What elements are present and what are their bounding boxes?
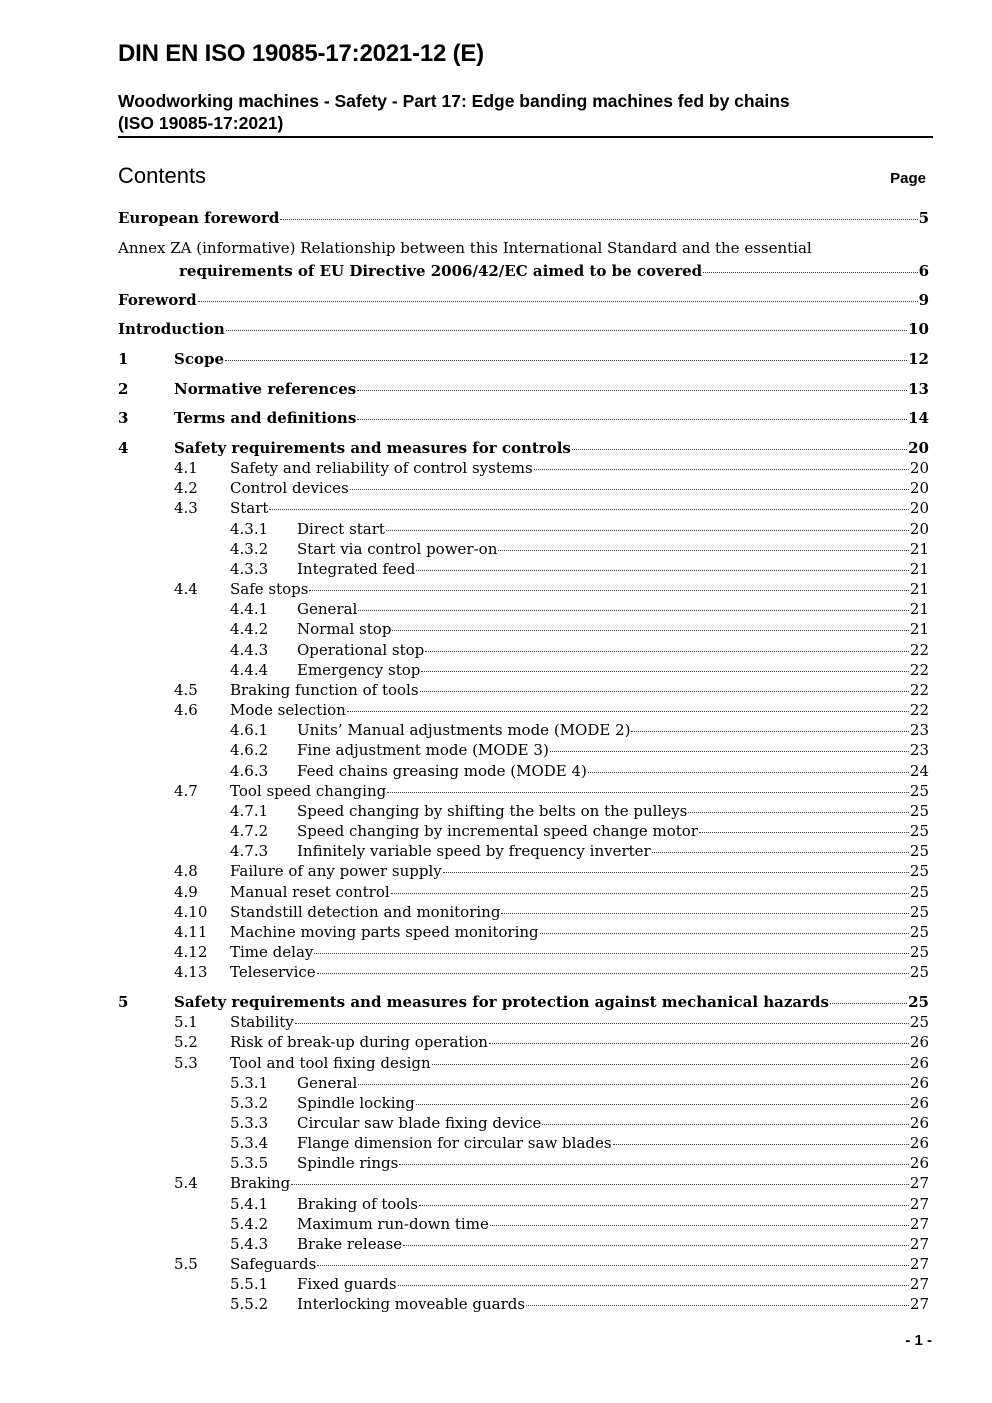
toc-entry[interactable] bbox=[0, 841, 992, 861]
toc-entry-number: 5.3.2 bbox=[230, 1094, 269, 1112]
toc-dot-leader bbox=[443, 872, 909, 873]
toc-entry-page: 23 bbox=[909, 721, 929, 739]
toc-entry[interactable] bbox=[0, 458, 992, 478]
toc-entry-number: 2 bbox=[118, 380, 129, 398]
toc-entry-page: 27 bbox=[909, 1235, 929, 1253]
toc-entry-title: Feed chains greasing mode (MODE 4) bbox=[297, 762, 587, 780]
toc-entry-number: 4.7 bbox=[174, 782, 198, 800]
toc-entry-title: Spindle locking bbox=[297, 1094, 415, 1112]
toc-entry[interactable] bbox=[0, 801, 992, 821]
toc-entry-page: 21 bbox=[909, 600, 929, 618]
toc-dot-leader bbox=[350, 489, 909, 490]
toc-entry[interactable] bbox=[0, 640, 992, 660]
toc-entry[interactable] bbox=[0, 519, 992, 539]
toc-entry-title: Failure of any power supply bbox=[230, 862, 442, 880]
toc-entry-page: 21 bbox=[909, 620, 929, 638]
toc-entry-title: Braking of tools bbox=[297, 1195, 418, 1213]
toc-dot-leader bbox=[226, 330, 907, 331]
toc-entry-title: Teleservice bbox=[230, 963, 316, 981]
toc-entry-title: Start via control power-on bbox=[297, 540, 498, 558]
toc-entry[interactable] bbox=[0, 1173, 992, 1193]
toc-entry-number: 5.5.1 bbox=[230, 1275, 269, 1293]
toc-entry[interactable] bbox=[0, 498, 992, 518]
toc-entry-page: 25 bbox=[909, 903, 929, 921]
toc-dot-leader bbox=[542, 1124, 909, 1125]
toc-entry-number: 1 bbox=[118, 350, 129, 368]
toc-entry-number: 4.8 bbox=[174, 862, 198, 880]
toc-entry[interactable] bbox=[0, 680, 992, 700]
toc-entry-title: Control devices bbox=[230, 479, 349, 497]
toc-entry-number: 5.4.3 bbox=[230, 1235, 269, 1253]
toc-entry-number: 4.3.1 bbox=[230, 520, 269, 538]
toc-entry-page: 25 bbox=[909, 822, 929, 840]
toc-entry-page: 25 bbox=[909, 802, 929, 820]
toc-dot-leader bbox=[416, 1104, 909, 1105]
toc-dot-leader bbox=[398, 1285, 909, 1286]
toc-entry[interactable] bbox=[0, 1194, 992, 1214]
toc-dot-leader bbox=[550, 751, 909, 752]
toc-entry[interactable] bbox=[0, 992, 992, 1012]
toc-dot-leader bbox=[613, 1144, 909, 1145]
toc-entry[interactable] bbox=[0, 619, 992, 639]
toc-dot-leader bbox=[295, 1023, 909, 1024]
toc-entry-page: 21 bbox=[909, 540, 929, 558]
toc-entry-page: 25 bbox=[909, 883, 929, 901]
toc-dot-leader bbox=[572, 449, 907, 450]
toc-entry-page: 6 bbox=[918, 262, 929, 280]
toc-entry-page: 27 bbox=[909, 1275, 929, 1293]
toc-entry-page: 21 bbox=[909, 560, 929, 578]
toc-entry[interactable] bbox=[0, 761, 992, 781]
toc-entry-page: 27 bbox=[909, 1174, 929, 1192]
toc-entry-number: 5.3.3 bbox=[230, 1114, 269, 1132]
toc-entry-title: Safeguards bbox=[230, 1255, 317, 1273]
toc-dot-leader bbox=[419, 1205, 909, 1206]
toc-dot-leader bbox=[399, 1164, 909, 1165]
toc-entry-number: 4.4.2 bbox=[230, 620, 269, 638]
toc-entry-number: 4.7.1 bbox=[230, 802, 269, 820]
toc-dot-leader bbox=[420, 691, 909, 692]
toc-entry-title: Speed changing by shifting the belts on the pulleys bbox=[297, 802, 688, 820]
toc-entry-number: 4.6.2 bbox=[230, 741, 269, 759]
toc-dot-leader bbox=[489, 1043, 909, 1044]
toc-entry[interactable] bbox=[0, 1053, 992, 1073]
toc-dot-leader bbox=[357, 390, 907, 391]
toc-entry-number: 4.13 bbox=[174, 963, 208, 981]
toc-entry-number: 5.3.5 bbox=[230, 1154, 269, 1172]
toc-entry-page: 27 bbox=[909, 1255, 929, 1273]
toc-dot-leader bbox=[688, 812, 909, 813]
toc-entry-title: Integrated feed bbox=[297, 560, 416, 578]
toc-entry-page: 23 bbox=[909, 741, 929, 759]
toc-entry-page: 20 bbox=[909, 459, 929, 477]
toc-entry-page: 25 bbox=[909, 943, 929, 961]
toc-dot-leader bbox=[703, 272, 917, 273]
toc-entry[interactable] bbox=[0, 1113, 992, 1133]
toc-dot-leader bbox=[314, 953, 909, 954]
contents-heading: Contents bbox=[118, 163, 207, 188]
toc-entry-title: Mode selection bbox=[230, 701, 346, 719]
toc-entry-number: 4.7.3 bbox=[230, 842, 269, 860]
toc-entry-page: 22 bbox=[909, 661, 929, 679]
page-number: - 1 - bbox=[905, 1332, 932, 1349]
toc-entry-number: 4.6.3 bbox=[230, 762, 269, 780]
toc-entry-page: 22 bbox=[909, 701, 929, 719]
toc-entry-title: Manual reset control bbox=[230, 883, 390, 901]
toc-entry-title: Operational stop bbox=[297, 641, 425, 659]
toc-entry[interactable] bbox=[0, 1214, 992, 1234]
toc-entry-title: General bbox=[297, 600, 358, 618]
toc-entry-page: 10 bbox=[908, 320, 929, 338]
toc-entry[interactable] bbox=[0, 261, 992, 281]
toc-entry[interactable] bbox=[0, 319, 992, 339]
toc-dot-leader bbox=[534, 469, 909, 470]
toc-entry-number: 5.1 bbox=[174, 1013, 198, 1031]
toc-dot-leader bbox=[526, 1305, 909, 1306]
toc-entry-number: 5.4.2 bbox=[230, 1215, 269, 1233]
toc-entry-title: Tool and tool fixing design bbox=[230, 1054, 431, 1072]
toc-entry[interactable] bbox=[0, 379, 992, 399]
toc-entry[interactable] bbox=[0, 408, 992, 428]
toc-entry-page: 9 bbox=[918, 291, 929, 309]
toc-entry[interactable] bbox=[0, 902, 992, 922]
toc-entry-number: 5.3.4 bbox=[230, 1134, 269, 1152]
toc-entry-title: Time delay bbox=[230, 943, 314, 961]
toc-entry[interactable] bbox=[0, 349, 992, 369]
toc-entry-number: 5.4 bbox=[174, 1174, 198, 1192]
toc-entry-number: 4.3 bbox=[174, 499, 198, 517]
toc-entry-title: Brake release bbox=[297, 1235, 403, 1253]
toc-entry-number: 4.6 bbox=[174, 701, 198, 719]
toc-entry-title: Start bbox=[230, 499, 269, 517]
toc-entry-number: 4.3.3 bbox=[230, 560, 269, 578]
toc-entry-page: 26 bbox=[909, 1033, 929, 1051]
toc-entry-number: 5.5 bbox=[174, 1255, 198, 1273]
toc-entry-page: 26 bbox=[909, 1094, 929, 1112]
toc-dot-leader bbox=[225, 360, 907, 361]
toc-entry-number: 4.4.1 bbox=[230, 600, 269, 618]
page-column-label: Page bbox=[890, 170, 926, 187]
toc-entry[interactable] bbox=[0, 1073, 992, 1093]
toc-entry-number: 5.3 bbox=[174, 1054, 198, 1072]
toc-entry-title: Risk of break-up during operation bbox=[230, 1033, 488, 1051]
toc-dot-leader bbox=[386, 530, 909, 531]
toc-entry-number: 4.4.4 bbox=[230, 661, 269, 679]
toc-dot-leader bbox=[699, 832, 909, 833]
toc-entry-number: 4.2 bbox=[174, 479, 198, 497]
toc-entry[interactable] bbox=[0, 1254, 992, 1274]
toc-entry-page: 20 bbox=[909, 520, 929, 538]
toc-entry-page: 20 bbox=[908, 439, 929, 457]
toc-dot-leader bbox=[501, 913, 908, 914]
toc-dot-leader bbox=[358, 610, 909, 611]
toc-dot-leader bbox=[416, 570, 909, 571]
toc-entry[interactable] bbox=[0, 478, 992, 498]
toc-entry-page: 21 bbox=[909, 580, 929, 598]
toc-entry-title: Interlocking moveable guards bbox=[297, 1295, 526, 1313]
toc-entry-title: Flange dimension for circular saw blades bbox=[297, 1134, 612, 1152]
toc-dot-leader bbox=[317, 973, 909, 974]
toc-entry[interactable] bbox=[0, 660, 992, 680]
toc-entry[interactable] bbox=[0, 861, 992, 881]
document-title-line-1: Woodworking machines - Safety - Part 17: Edge banding machines fed by chains bbox=[118, 91, 790, 111]
toc-dot-leader bbox=[358, 1084, 909, 1085]
toc-entry-title: Units’ Manual adjustments mode (MODE 2) bbox=[297, 721, 631, 739]
toc-entry-number: 4.9 bbox=[174, 883, 198, 901]
toc-entry-page: 25 bbox=[909, 842, 929, 860]
toc-entry-number: 4.1 bbox=[174, 459, 198, 477]
toc-entry-page: 25 bbox=[909, 963, 929, 981]
toc-entry[interactable] bbox=[0, 1032, 992, 1052]
toc-entry-number: 5.2 bbox=[174, 1033, 198, 1051]
toc-entry[interactable] bbox=[0, 1133, 992, 1153]
toc-dot-leader bbox=[490, 1225, 909, 1226]
toc-dot-leader bbox=[421, 671, 909, 672]
toc-entry-title: General bbox=[297, 1074, 358, 1092]
toc-entry-title: Braking bbox=[230, 1174, 291, 1192]
toc-entry-title: Direct start bbox=[297, 520, 385, 538]
toc-entry-number: 5.4.1 bbox=[230, 1195, 269, 1213]
toc-entry-page: 26 bbox=[909, 1134, 929, 1152]
toc-dot-leader bbox=[631, 731, 908, 732]
toc-entry-title: Circular saw blade fixing device bbox=[297, 1114, 542, 1132]
toc-entry[interactable] bbox=[0, 1234, 992, 1254]
toc-entry-title: Spindle rings bbox=[297, 1154, 399, 1172]
toc-entry[interactable] bbox=[0, 962, 992, 982]
toc-entry[interactable] bbox=[0, 1274, 992, 1294]
document-title-line-2: (ISO 19085-17:2021) bbox=[118, 112, 284, 133]
toc-dot-leader bbox=[403, 1245, 909, 1246]
toc-entry-page: 12 bbox=[908, 350, 929, 368]
toc-entry[interactable] bbox=[0, 882, 992, 902]
toc-entry-page: 25 bbox=[909, 782, 929, 800]
toc-dot-leader bbox=[347, 711, 909, 712]
toc-entry[interactable] bbox=[0, 579, 992, 599]
toc-entry-page: 5 bbox=[918, 209, 929, 227]
toc-dot-leader bbox=[652, 852, 909, 853]
toc-entry-number: 5.5.2 bbox=[230, 1295, 269, 1313]
toc-dot-leader bbox=[198, 301, 918, 302]
toc-entry-page: 25 bbox=[909, 1013, 929, 1031]
toc-entry-number: 5.3.1 bbox=[230, 1074, 269, 1092]
toc-entry-page: 22 bbox=[909, 641, 929, 659]
toc-entry-title: Terms and definitions bbox=[174, 409, 357, 427]
toc-entry-number: 4.11 bbox=[174, 923, 208, 941]
toc-entry[interactable] bbox=[0, 740, 992, 760]
toc-dot-leader bbox=[498, 550, 909, 551]
toc-entry-page: 26 bbox=[909, 1074, 929, 1092]
toc-entry-title: Maximum run-down time bbox=[297, 1215, 489, 1233]
toc-entry-title: Scope bbox=[174, 350, 225, 368]
toc-dot-leader bbox=[540, 933, 909, 934]
toc-entry-title: Safety and reliability of control systems bbox=[230, 459, 533, 477]
toc-dot-leader bbox=[269, 509, 908, 510]
toc-entry-title: Braking function of tools bbox=[230, 681, 419, 699]
toc-entry-number: 5 bbox=[118, 993, 129, 1011]
toc-entry-page: 20 bbox=[909, 479, 929, 497]
toc-entry-number: 4 bbox=[118, 439, 129, 457]
toc-entry-page: 24 bbox=[909, 762, 929, 780]
toc-entry-title: Fixed guards bbox=[297, 1275, 397, 1293]
toc-annex-first-line: Annex ZA (informative) Relationship between this International Standard and the essential bbox=[118, 239, 812, 257]
toc-entry-page: 25 bbox=[908, 993, 929, 1011]
toc-entry-page: 25 bbox=[909, 862, 929, 880]
toc-dot-leader bbox=[588, 772, 909, 773]
toc-entry-number: 4.3.2 bbox=[230, 540, 269, 558]
toc-dot-leader bbox=[309, 590, 908, 591]
toc-entry-title: Machine moving parts speed monitoring bbox=[230, 923, 539, 941]
toc-entry[interactable] bbox=[0, 208, 992, 228]
toc-entry[interactable] bbox=[0, 942, 992, 962]
toc-entry[interactable] bbox=[0, 438, 992, 458]
toc-entry-number: 4.6.1 bbox=[230, 721, 269, 739]
toc-entry-title: Speed changing by incremental speed change motor bbox=[297, 822, 698, 840]
toc-entry-title: Safety requirements and measures for controls bbox=[174, 439, 571, 457]
toc-entry-page: 25 bbox=[909, 923, 929, 941]
toc-entry-number: 4.4.3 bbox=[230, 641, 269, 659]
toc-entry-title: Safe stops bbox=[230, 580, 309, 598]
toc-entry-number: 4.12 bbox=[174, 943, 208, 961]
toc-entry[interactable] bbox=[0, 720, 992, 740]
toc-entry-title: requirements of EU Directive 2006/42/EC aimed to be covered bbox=[179, 262, 703, 280]
toc-entry-page: 27 bbox=[909, 1195, 929, 1213]
toc-entry-number: 4.4 bbox=[174, 580, 198, 598]
toc-entry-number: 4.7.2 bbox=[230, 822, 269, 840]
toc-entry[interactable] bbox=[0, 290, 992, 310]
toc-entry[interactable] bbox=[0, 700, 992, 720]
toc-entry[interactable] bbox=[0, 1294, 992, 1314]
document-id: DIN EN ISO 19085-17:2021-12 (E) bbox=[118, 40, 484, 67]
toc-entry-title: Standstill detection and monitoring bbox=[230, 903, 501, 921]
toc-entry-title: Safety requirements and measures for protection against mechanical hazards bbox=[174, 993, 829, 1011]
toc-entry-title: Stability bbox=[230, 1013, 294, 1031]
toc-entry-page: 26 bbox=[909, 1054, 929, 1072]
toc-entry[interactable] bbox=[0, 922, 992, 942]
toc-entry-title: Normal stop bbox=[297, 620, 392, 638]
toc-entry[interactable] bbox=[0, 559, 992, 579]
toc-entry-page: 14 bbox=[908, 409, 929, 427]
toc-entry-page: 27 bbox=[909, 1215, 929, 1233]
toc-dot-leader bbox=[317, 1265, 909, 1266]
toc-entry[interactable] bbox=[0, 1153, 992, 1173]
toc-entry-title: Foreword bbox=[118, 291, 197, 309]
toc-entry-title: Introduction bbox=[118, 320, 225, 338]
toc-entry-title: European foreword bbox=[118, 209, 280, 227]
toc-entry[interactable] bbox=[0, 1093, 992, 1113]
toc-entry-page: 20 bbox=[909, 499, 929, 517]
toc-entry-title: Fine adjustment mode (MODE 3) bbox=[297, 741, 549, 759]
toc-entry-page: 27 bbox=[909, 1295, 929, 1313]
toc-dot-leader bbox=[392, 630, 908, 631]
toc-entry[interactable] bbox=[0, 1012, 992, 1032]
toc-dot-leader bbox=[280, 219, 917, 220]
toc-entry-number: 4.10 bbox=[174, 903, 208, 921]
toc-entry-title: Infinitely variable speed by frequency inverter bbox=[297, 842, 651, 860]
toc-entry[interactable] bbox=[0, 599, 992, 619]
toc-entry[interactable] bbox=[0, 781, 992, 801]
toc-dot-leader bbox=[830, 1003, 907, 1004]
toc-dot-leader bbox=[432, 1064, 909, 1065]
toc-dot-leader bbox=[291, 1184, 909, 1185]
toc-entry-title: Normative references bbox=[174, 380, 357, 398]
toc-dot-leader bbox=[391, 893, 909, 894]
toc-entry[interactable] bbox=[0, 539, 992, 559]
toc-entry[interactable] bbox=[0, 821, 992, 841]
toc-dot-leader bbox=[387, 792, 909, 793]
toc-entry-page: 22 bbox=[909, 681, 929, 699]
toc-dot-leader bbox=[357, 419, 907, 420]
toc-dot-leader bbox=[425, 651, 909, 652]
toc-entry-page: 26 bbox=[909, 1154, 929, 1172]
toc-entry-title: Tool speed changing bbox=[230, 782, 387, 800]
toc-entry-title: Emergency stop bbox=[297, 661, 421, 679]
toc-entry-number: 3 bbox=[118, 409, 129, 427]
toc-entry-page: 13 bbox=[908, 380, 929, 398]
toc-entry-page: 26 bbox=[909, 1114, 929, 1132]
toc-entry-number: 4.5 bbox=[174, 681, 198, 699]
